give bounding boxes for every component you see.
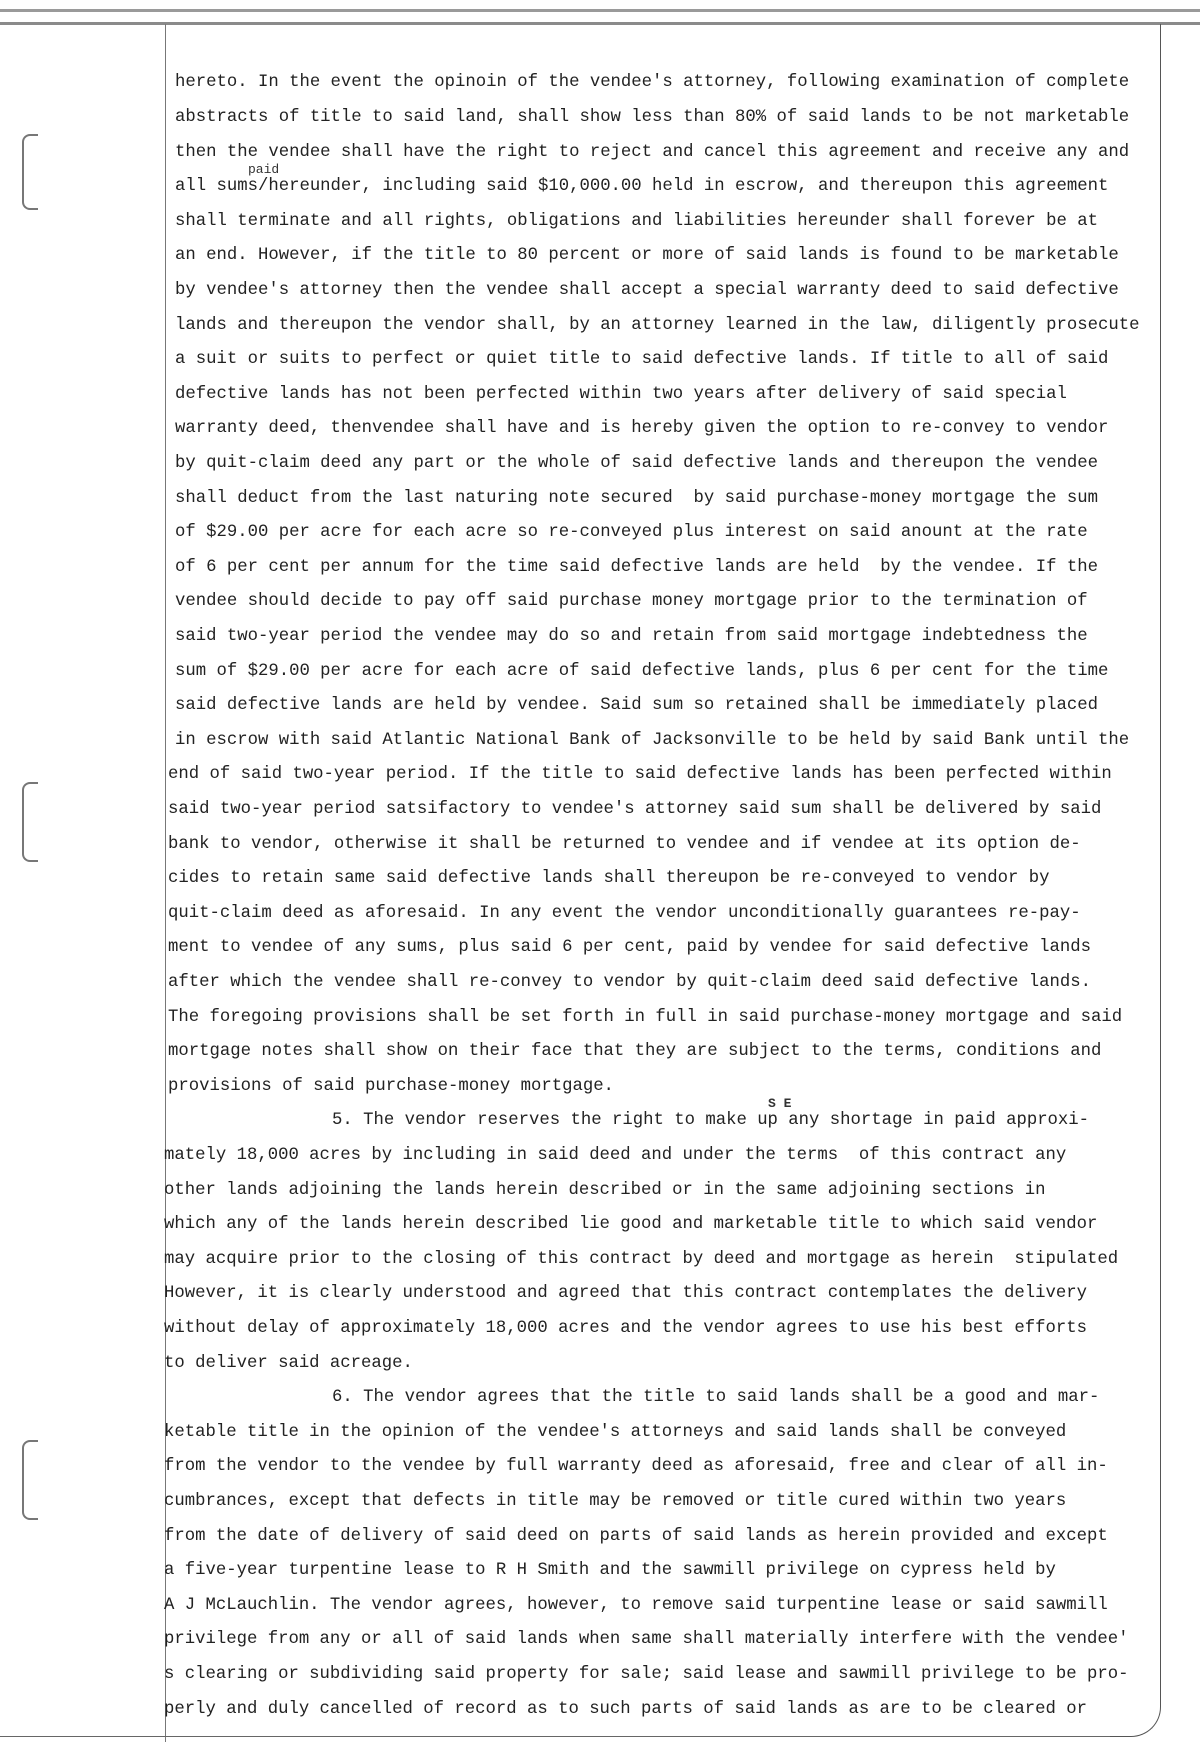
- binder-hole-mark: [22, 782, 38, 862]
- text-line: other lands adjoining the lands herein described or in the same adjoining sections in: [164, 1180, 1046, 1200]
- text-line: said defective lands are held by vendee. Said sum so retained shall be immediately placed: [175, 696, 1098, 716]
- text-line: ment to vendee of any sums, plus said 6 per cent, paid by vendee for said defective lands: [168, 938, 1091, 958]
- text-line: which any of the lands herein described lie good and marketable title to which said vendor: [164, 1215, 1098, 1235]
- text-line: bank to vendor, otherwise it shall be returned to vendee and if vendee at its option de-: [168, 834, 1081, 854]
- text-line: after which the vendee shall re-convey to vendor by quit-claim deed said defective lands.: [168, 972, 1091, 992]
- binder-hole-mark: [22, 134, 38, 210]
- top-rule: [0, 9, 1200, 12]
- handwritten-insertion-paid: paid: [248, 162, 280, 177]
- text-line: may acquire prior to the closing of this contract by deed and mortgage as herein stipulated: [164, 1249, 1119, 1269]
- text-line: sum of $29.00 per acre for each acre of said defective lands, plus 6 per cent for the time: [175, 661, 1109, 681]
- text-line: a five-year turpentine lease to R H Smith and the sawmill privilege on cypress held by: [164, 1561, 1056, 1581]
- binder-hole-mark: [22, 1440, 38, 1520]
- text-line: However, it is clearly understood and agreed that this contract contemplates the delivery: [164, 1284, 1087, 1304]
- text-line: from the date of delivery of said deed on parts of said lands as herein provided and except: [164, 1526, 1108, 1546]
- text-line: end of said two-year period. If the title to said defective lands has been perfected within: [168, 765, 1112, 785]
- text-line: 5. The vendor reserves the right to make up any shortage in paid approxi-: [332, 1111, 1090, 1131]
- text-line: said two-year period the vendee may do so and retain from said mortgage indebtedness the: [175, 626, 1088, 646]
- text-line: A J McLauchlin. The vendor agrees, however, to remove said turpentine lease or said sawmill: [164, 1595, 1108, 1615]
- text-line: of 6 per cent per annum for the time said defective lands are held by the vendee. If the: [175, 557, 1098, 577]
- text-line: defective lands has not been perfected within two years after delivery of said special: [175, 384, 1067, 404]
- typed-insertion-se: S E: [768, 1096, 792, 1111]
- text-line: without delay of approximately 18,000 acres and the vendor agrees to use his best efforts: [164, 1318, 1087, 1338]
- text-line: vendee should decide to pay off said purchase money mortgage prior to the termination of: [175, 592, 1088, 612]
- text-line: mately 18,000 acres by including in said deed and under the terms of this contract any: [164, 1145, 1067, 1165]
- text-line: shall terminate and all rights, obligations and liabilities hereunder shall forever be at: [175, 211, 1098, 231]
- top-rule: [0, 22, 1200, 25]
- text-line: privilege from any or all of said lands when same shall materially interfere with the vendee': [164, 1630, 1129, 1650]
- text-line: by quit-claim deed any part or the whole of said defective lands and thereupon the vendee: [175, 453, 1098, 473]
- text-line: then the vendee shall have the right to reject and cancel this agreement and receive any and: [175, 142, 1130, 162]
- text-line: mortgage notes shall show on their face that they are subject to the terms, conditions and: [168, 1042, 1102, 1062]
- text-line: lands and thereupon the vendor shall, by an attorney learned in the law, diligently prosecute: [175, 315, 1140, 335]
- text-line: abstracts of title to said land, shall show less than 80% of said lands to be not marketable: [175, 107, 1130, 127]
- text-line: shall deduct from the last naturing note secured by said purchase-money mortgage the sum: [175, 488, 1098, 508]
- text-line: in escrow with said Atlantic National Bank of Jacksonville to be held by said Bank until the: [175, 730, 1130, 750]
- text-line: provisions of said purchase-money mortgage.: [168, 1076, 614, 1096]
- text-line: to deliver said acreage.: [164, 1353, 413, 1373]
- text-line: by vendee's attorney then the vendee shall accept a special warranty deed to said defective: [175, 280, 1119, 300]
- text-line: an end. However, if the title to 80 percent or more of said lands is found to be marketable: [175, 246, 1119, 266]
- text-line: warranty deed, thenvendee shall have and is hereby given the option to re-convey to vendor: [175, 419, 1109, 439]
- text-line: all sums/hereunder, including said $10,000.00 held in escrow, and thereupon this agreement: [175, 177, 1109, 197]
- text-line: The foregoing provisions shall be set forth in full in said purchase-money mortgage and said: [168, 1007, 1123, 1027]
- text-line: s clearing or subdividing said property for sale; said lease and sawmill privilege to be pro-: [164, 1664, 1129, 1684]
- text-line: cides to retain same said defective lands shall thereupon be re-conveyed to vendor by: [168, 869, 1050, 889]
- left-margin-rule: [165, 24, 166, 1742]
- text-line: a suit or suits to perfect or quiet title to said defective lands. If title to all of said: [175, 350, 1109, 370]
- text-line: perly and duly cancelled of record as to such parts of said lands as are to be cleared or: [164, 1699, 1087, 1719]
- text-line: quit-claim deed as aforesaid. In any event the vendor unconditionally guarantees re-pay-: [168, 903, 1081, 923]
- text-line: 6. The vendor agrees that the title to said lands shall be a good and mar-: [332, 1388, 1100, 1408]
- bottom-rule: [0, 1736, 1110, 1737]
- text-line: of $29.00 per acre for each acre so re-conveyed plus interest on said anount at the rate: [175, 523, 1088, 543]
- text-line: from the vendor to the vendee by full warranty deed as aforesaid, free and clear of all in-: [164, 1457, 1108, 1477]
- text-line: said two-year period satsifactory to vendee's attorney said sum shall be delivered by said: [168, 799, 1102, 819]
- text-line: ketable title in the opinion of the vendee's attorneys and said lands shall be conveyed: [164, 1422, 1067, 1442]
- text-line: cumbrances, except that defects in title may be removed or title cured within two years: [164, 1491, 1067, 1511]
- text-line: hereto. In the event the opinoin of the vendee's attorney, following examination of complete: [175, 73, 1130, 93]
